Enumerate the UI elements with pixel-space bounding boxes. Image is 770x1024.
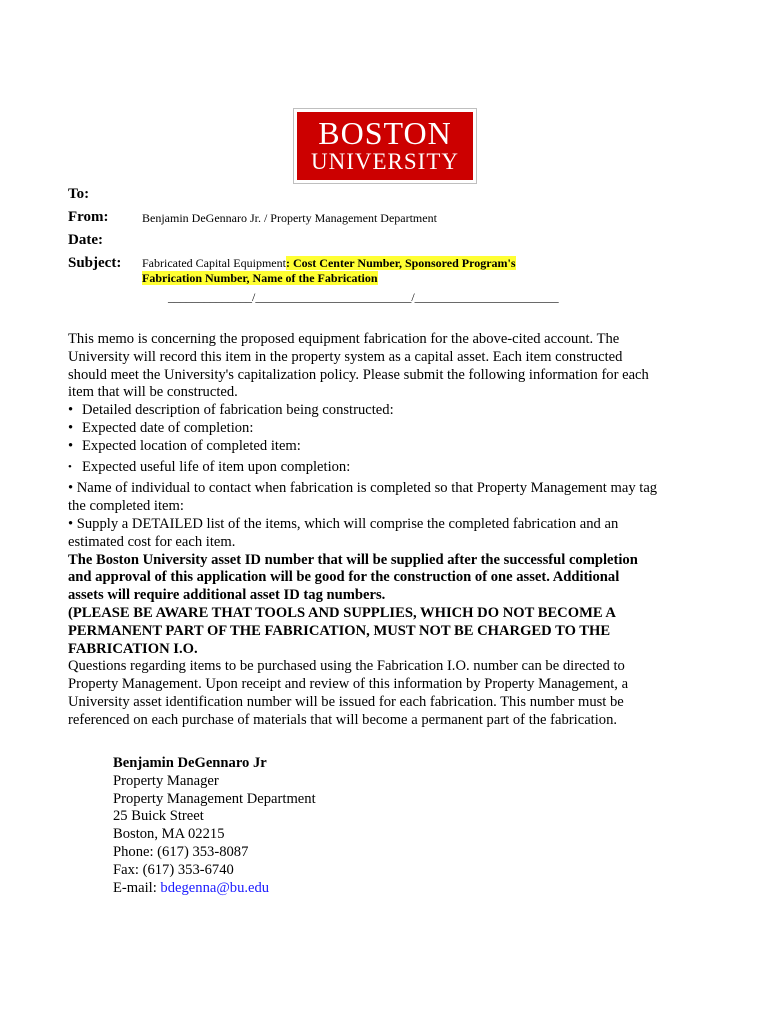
email-link[interactable]: bdegenna@bu.edu: [160, 879, 270, 896]
bullet-icon: •: [68, 402, 74, 419]
list-item: [68, 516, 658, 552]
questions-paragraph: Questions regarding items to be purchased using the Fabrication I.O. number can be directed to Property Management. Upon receipt and review of this information by Property Management, a University asset identification number will be issued for each fabrication. This number must be referenced on each purchase of materials that will become a permanent part of the fabrication.: [68, 658, 629, 728]
asset-id-notice: The Boston University asset ID number that will be supplied after the successful completion and approval of this application will be good for the construction of one asset. Additional assets will require additional asset ID tag numbers.: [68, 551, 638, 604]
signer-street: 25 Buick Street: [113, 808, 204, 825]
subject-separator-line: ______________/__________________________/________________________: [168, 290, 559, 304]
to-label: To:: [68, 186, 90, 202]
signer-phone: Phone: (617) 353-8087: [113, 843, 249, 860]
from-value: Benjamin DeGennaro Jr. / Property Management Department: [142, 211, 437, 225]
bullet-icon: •: [68, 460, 72, 473]
list-item: [68, 438, 658, 456]
signer-title: Property Manager: [113, 772, 219, 789]
bullet-icon: •: [68, 419, 74, 436]
logo-red-block: [297, 112, 473, 180]
bullet-text: Expected location of completed item:: [82, 437, 301, 454]
date-label: Date:: [68, 232, 103, 248]
subject-value: [142, 256, 516, 286]
subject-highlight-line2: Fabrication Number, Name of the Fabrication: [142, 271, 378, 285]
bullet-icon: •: [68, 515, 74, 532]
bullet-icon: •: [68, 437, 74, 454]
signer-name: Benjamin DeGennaro Jr: [113, 755, 267, 771]
subject-label: Subject:: [68, 255, 122, 271]
list-item: [68, 402, 658, 420]
list-item: [68, 459, 658, 477]
tools-supplies-warning: (PLEASE BE AWARE THAT TOOLS AND SUPPLIES, WHICH DO NOT BECOME A PERMANENT PART OF THE FABRICATION, MUST NOT BE CHARGED TO THE FABRICATION I.O.: [68, 604, 616, 657]
signer-email-line: [113, 880, 316, 898]
bullet-text: Detailed description of fabrication being constructed:: [82, 402, 394, 419]
subject-highlight-line1: Cost Center Number, Sponsored Program's: [289, 256, 516, 270]
bullet-icon: •: [68, 480, 74, 497]
signer-city: Boston, MA 02215: [113, 826, 225, 843]
signer-department: Property Management Department: [113, 790, 316, 807]
bullet-text: Supply a DETAILED list of the items, which will comprise the completed fabrication and an estimated cost for each item.: [68, 515, 619, 550]
subject-prefix: Fabricated Capital Equipment: [142, 256, 286, 270]
logo-text-university: UNIVERSITY: [311, 149, 459, 174]
logo-text-boston: BOSTON: [318, 115, 452, 151]
bullet-text: Expected date of completion:: [82, 419, 254, 436]
bullet-text: Name of individual to contact when fabrication is completed so that Property Management may tag the completed item:: [68, 480, 658, 515]
intro-paragraph: This memo is concerning the proposed equipment fabrication for the above-cited account. The University will record this item in the property system as a capital asset. Each item constructed should meet the University's capitalization policy. Please submit the following information for each item that will be constructed.: [68, 331, 649, 401]
from-label: From:: [68, 209, 109, 225]
signature-block: [113, 755, 316, 897]
subject-colon: :: [285, 256, 290, 270]
bullet-text: Expected useful life of item upon completion:: [82, 458, 351, 475]
memo-body: [68, 331, 658, 730]
list-item: [68, 420, 658, 438]
list-item: [68, 480, 658, 516]
boston-university-logo: [293, 108, 477, 184]
email-label: E-mail:: [113, 879, 161, 896]
signer-fax: Fax: (617) 353-6740: [113, 861, 234, 878]
